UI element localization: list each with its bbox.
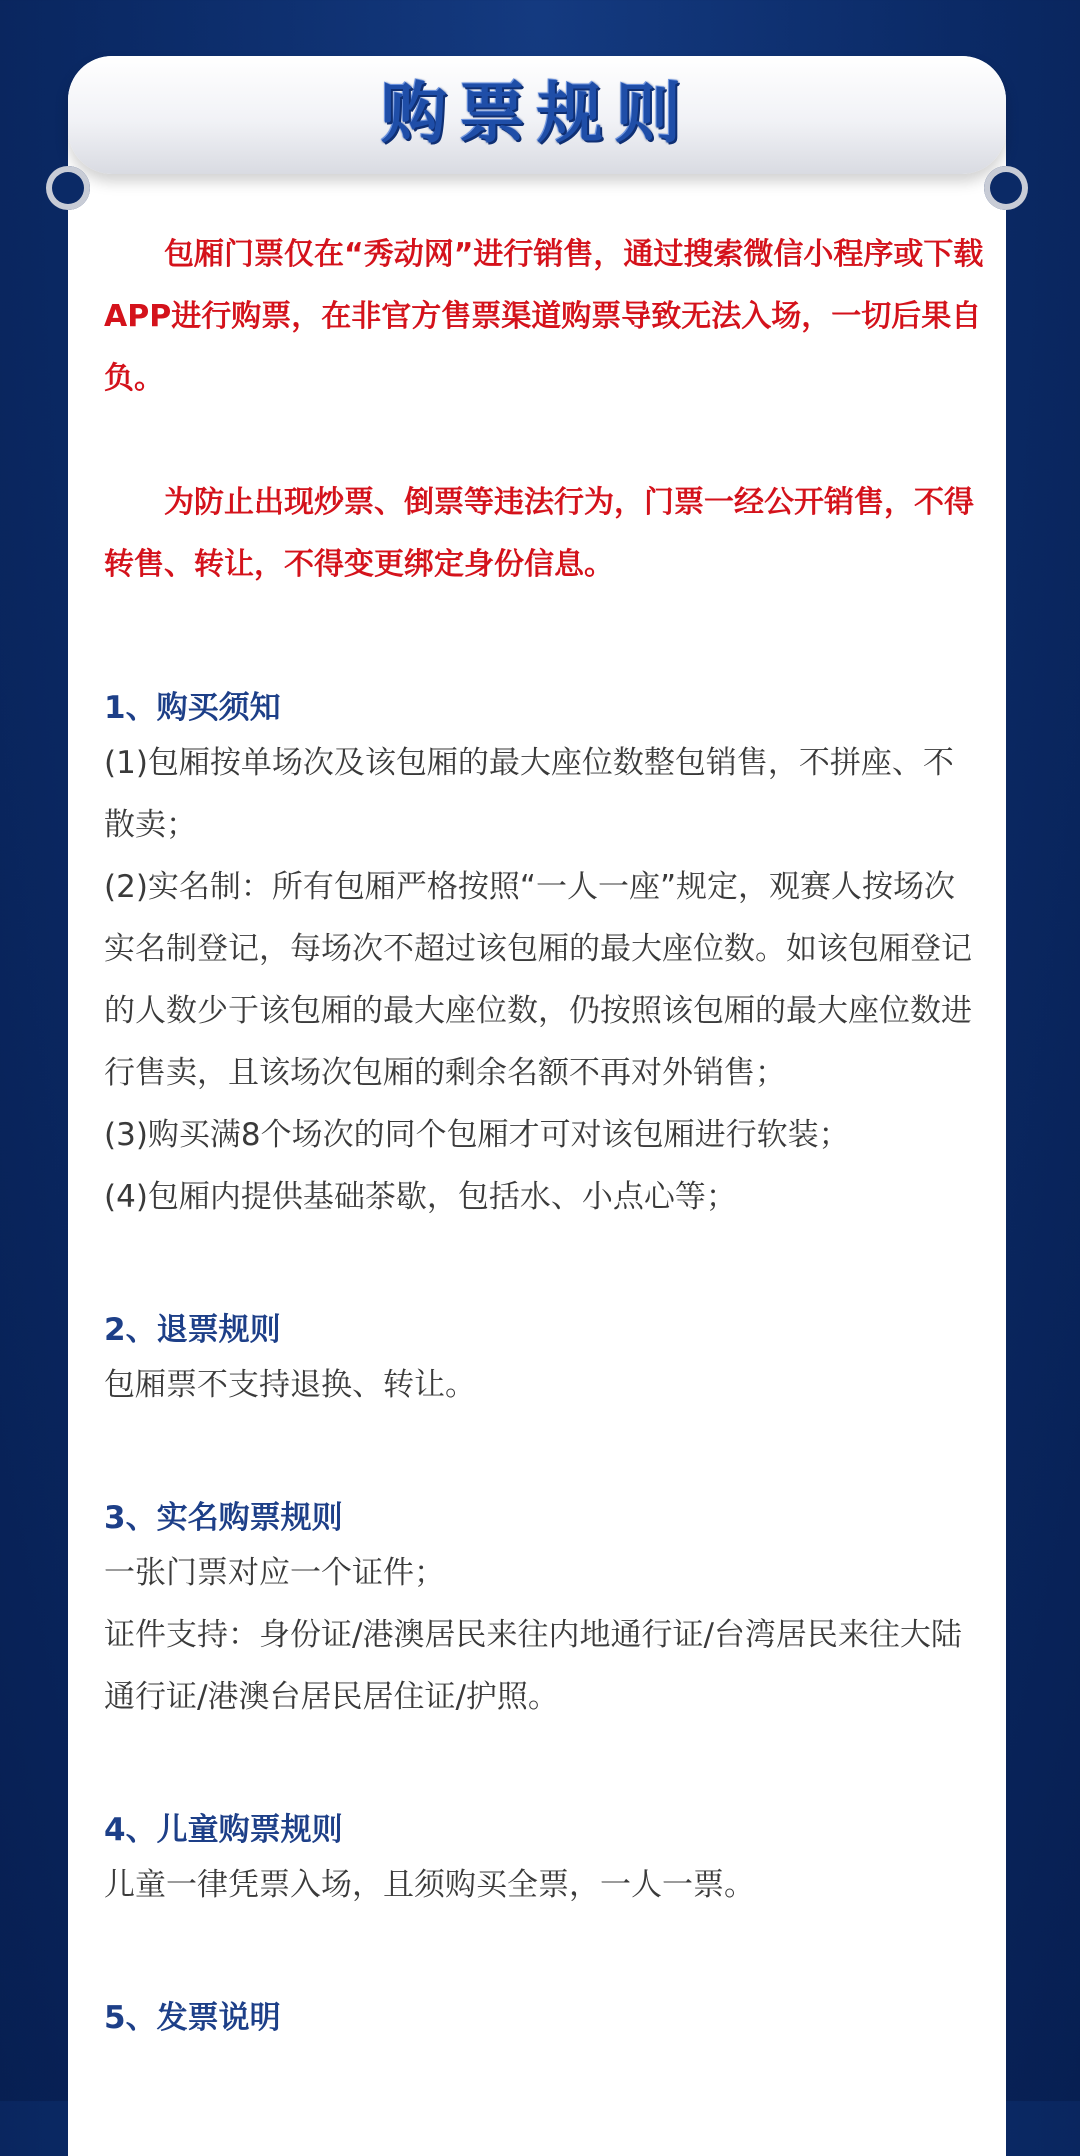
rules-scroll (68, 56, 1006, 2156)
rules-content (104, 224, 984, 2042)
section-paragraph: 包厢票不支持退换、转让。 (104, 1367, 476, 1403)
section-real-name-rules (104, 1498, 984, 1728)
notice-no-resale: 为防止出现炒票、倒票等违法行为，门票一经公开销售，不得转售、转让，不得变更绑定身份信息。 (104, 485, 974, 582)
section-paragraph: 儿童一律凭票入场，且须购买全票，一人一票。 (104, 1867, 755, 1903)
section-paragraph: (1)包厢按单场次及该包厢的最大座位数整包销售，不拼座、不散卖； (104, 745, 954, 843)
section-refund-rules (104, 1310, 984, 1416)
section-paragraph: 证件支持：身份证/港澳居民来往内地通行证/台湾居民来往大陆通行证/港澳台居民居住证/护照。 (104, 1617, 962, 1715)
section-heading: 2、退票规则 (104, 1312, 281, 1348)
notice-sales-channel: 包厢门票仅在“秀动网”进行销售，通过搜索微信小程序或下载APP进行购票，在非官方售票渠道购票导致无法入场，一切后果自负。 (104, 237, 984, 396)
section-invoice-notes (104, 1998, 984, 2038)
section-paragraph: (2)实名制：所有包厢严格按照“一人一座”规定，观赛人按场次实名制登记，每场次不超过该包厢的最大座位数。如该包厢登记的人数少于该包厢的最大座位数，仍按照该包厢的最大座位数进行售卖，且该场次包厢的剩余名额不再对外销售； (104, 869, 972, 1091)
page-title: 购票规则 (381, 75, 693, 152)
scroll-header-roll (68, 56, 1006, 174)
scroll-curl-right-decoration (984, 166, 1028, 210)
section-paragraph: (4)包厢内提供基础茶歇，包括水、小点心等； (104, 1179, 737, 1215)
section-purchase-notes (104, 688, 984, 1228)
scroll-curl-left-decoration (46, 166, 90, 210)
section-heading: 3、实名购票规则 (104, 1500, 343, 1536)
section-heading: 1、购买须知 (104, 690, 281, 726)
section-children-rules (104, 1810, 984, 1916)
section-paragraph: 一张门票对应一个证件； (104, 1555, 445, 1591)
section-heading: 5、发票说明 (104, 2000, 281, 2036)
section-paragraph: (3)购买满8个场次的同个包厢才可对该包厢进行软装； (104, 1117, 850, 1153)
section-heading: 4、儿童购票规则 (104, 1812, 343, 1848)
